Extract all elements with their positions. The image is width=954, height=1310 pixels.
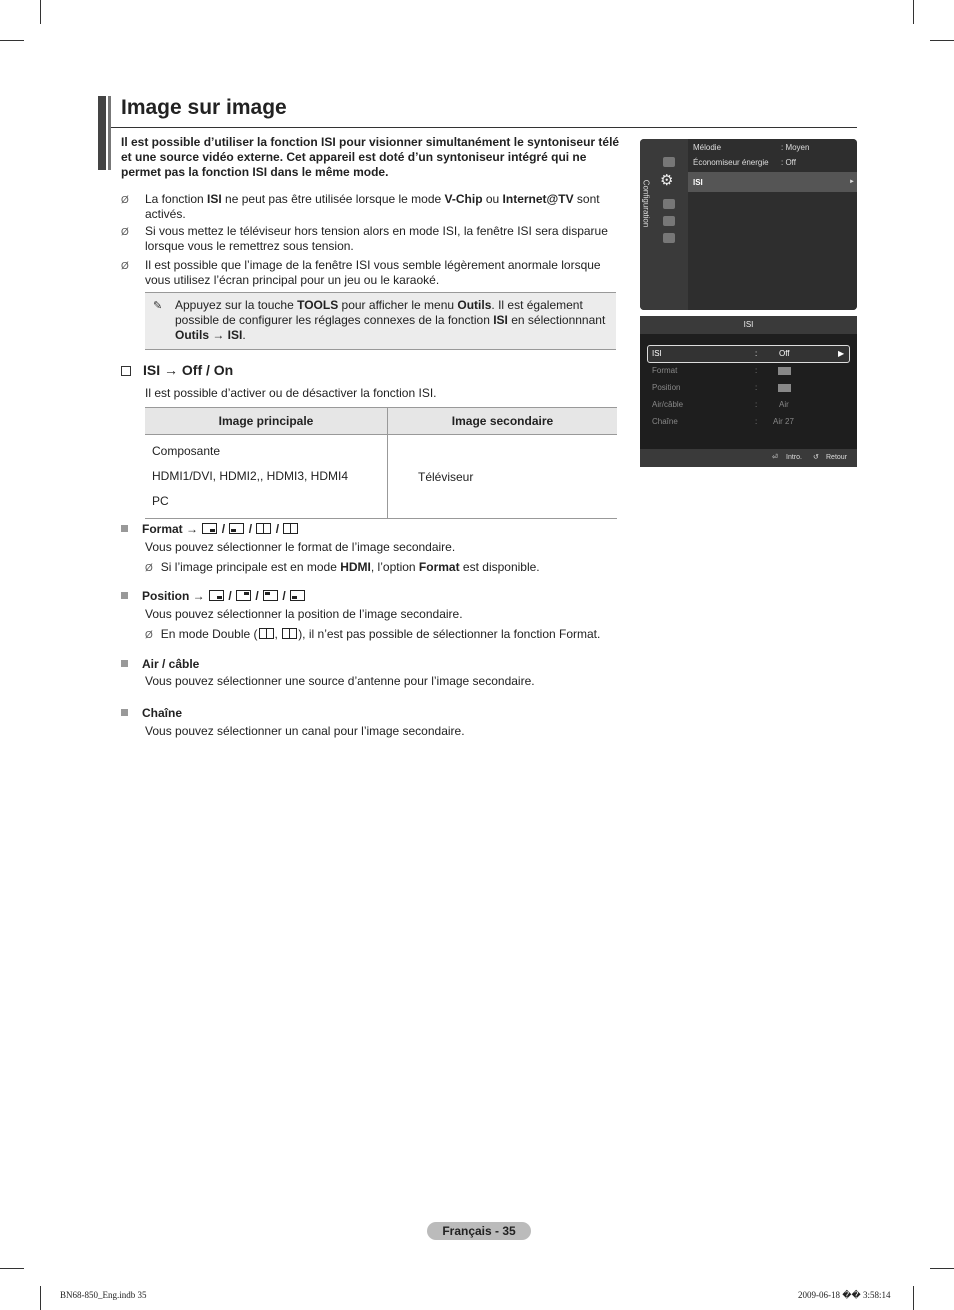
support-icon bbox=[663, 233, 675, 243]
table-header-secondary: Image secondaire bbox=[388, 408, 618, 435]
isi-menu-header: ISI bbox=[640, 316, 857, 334]
double-mode-icon-alt bbox=[282, 628, 297, 639]
picture-icon bbox=[663, 157, 675, 167]
format-icon-double bbox=[256, 523, 271, 534]
note-icon: Ø bbox=[121, 227, 129, 238]
isi-menu-screenshot: ISI ISI : Off ▶ Format : Position : Air/câble : Air Chaîne : Air 27 ⏎ Intro. ↺ Retour bbox=[640, 316, 857, 467]
main-source: HDMI1/DVI, HDMI2,, HDMI3, HDMI4 bbox=[152, 469, 349, 483]
title-divider bbox=[111, 127, 857, 128]
note-icon: Ø bbox=[145, 563, 153, 574]
source-table bbox=[145, 407, 617, 519]
return-icon: ↺ bbox=[813, 454, 819, 461]
note-item: Ø Si vous mettez le téléviseur hors tension alors en mode ISI, la fenêtre ISI sera disparue lorsque vous le remettrez sous tension. bbox=[121, 224, 608, 253]
setup-menu-screenshot bbox=[640, 139, 857, 310]
menu-selection-highlight bbox=[647, 345, 850, 363]
input-icon bbox=[663, 199, 675, 209]
enter-label: Intro. bbox=[786, 454, 802, 461]
isi-menu-label[interactable]: Air/câble bbox=[652, 400, 684, 409]
position-bottom-right-icon bbox=[209, 590, 224, 601]
double-mode-icon bbox=[259, 628, 274, 639]
page-title: Image sur image bbox=[121, 96, 287, 119]
bullet-icon bbox=[121, 525, 128, 532]
format-thumbnail-icon bbox=[778, 367, 791, 375]
channel-heading: Chaîne bbox=[121, 706, 182, 720]
title-accent-bar bbox=[108, 96, 111, 170]
bullet-icon bbox=[121, 592, 128, 599]
isi-menu-value: Air 27 bbox=[773, 417, 794, 426]
application-icon bbox=[663, 216, 675, 226]
table-row bbox=[145, 435, 617, 519]
secondary-source: Téléviseur bbox=[388, 435, 618, 519]
page-number: Français - 35 bbox=[427, 1222, 531, 1240]
note-icon: Ø bbox=[145, 630, 153, 641]
isi-menu-value: Off bbox=[779, 349, 790, 358]
position-thumbnail-icon bbox=[778, 384, 791, 392]
isi-description: Il est possible d’activer ou de désactiver la fonction ISI. bbox=[145, 386, 437, 400]
menu-list bbox=[688, 139, 857, 310]
title-accent-bar bbox=[98, 96, 106, 170]
position-bottom-left-icon bbox=[290, 590, 305, 601]
format-heading: Format → / / / bbox=[121, 522, 299, 536]
format-description: Vous pouvez sélectionner le format de l’image secondaire. bbox=[145, 540, 456, 554]
isi-menu-label[interactable]: Format bbox=[652, 366, 678, 375]
menu-item-value: : Off bbox=[781, 158, 796, 167]
menu-sidebar bbox=[640, 139, 688, 310]
isi-menu-label[interactable]: ISI bbox=[652, 349, 662, 358]
main-source: Composante bbox=[152, 444, 221, 458]
isi-menu-value: Air bbox=[779, 400, 789, 409]
isi-menu-label[interactable]: Position bbox=[652, 383, 681, 392]
note-item: Ø La fonction ISI ne peut pas être utilisée lorsque le mode V-Chip ou Internet@TV sont activés. bbox=[121, 192, 600, 221]
position-description: Vous pouvez sélectionner la position de l’image secondaire. bbox=[145, 607, 463, 621]
menu-item-label[interactable]: Économiseur énergie bbox=[693, 158, 769, 167]
isi-menu-footer bbox=[640, 449, 857, 467]
note-icon: Ø bbox=[121, 195, 129, 206]
table-header-main: Image principale bbox=[145, 408, 388, 435]
tools-icon: ✎ bbox=[153, 300, 163, 312]
menu-item-label[interactable]: Mélodie bbox=[693, 143, 722, 152]
menu-item-label[interactable]: ISI bbox=[693, 178, 703, 187]
note-icon: Ø bbox=[121, 261, 129, 272]
arrow-right-icon: ▶ bbox=[838, 349, 845, 358]
format-icon-small-alt bbox=[229, 523, 244, 534]
tools-tip-box: ✎ Appuyez sur la touche TOOLS pour afficher le menu Outils. Il est également possible de configurer les réglages connexes de la fonction ISI en sélectionnnant Outils → ISI. bbox=[145, 292, 616, 350]
footer-timestamp: 2009-06-18 �� 3:58:14 bbox=[798, 1290, 891, 1300]
gear-icon: ⚙ bbox=[660, 172, 674, 189]
format-icon-double-alt bbox=[283, 523, 298, 534]
menu-item-value: : Moyen bbox=[781, 143, 810, 152]
isi-menu-label[interactable]: Chaîne bbox=[652, 417, 678, 426]
position-top-left-icon bbox=[263, 590, 278, 601]
isi-section-heading: ISI → Off / On bbox=[121, 362, 233, 378]
menu-category-label: Configuration bbox=[641, 179, 651, 228]
arrow-right-icon: ► bbox=[849, 179, 855, 185]
aircable-heading: Air / câble bbox=[121, 657, 199, 671]
footer-file-info: BN68-850_Eng.indb 35 bbox=[60, 1290, 147, 1300]
return-label: Retour bbox=[826, 454, 848, 461]
bullet-icon bbox=[121, 709, 128, 716]
position-note: Ø En mode Double ( , ), il n’est pas possible de sélectionner la fonction Format. bbox=[145, 627, 601, 641]
aircable-description: Vous pouvez sélectionner une source d’antenne pour l’image secondaire. bbox=[145, 674, 535, 688]
format-note: Ø Si l’image principale est en mode HDMI, l’option Format est disponible. bbox=[145, 560, 540, 574]
bullet-icon bbox=[121, 660, 128, 667]
menu-selection-highlight bbox=[688, 172, 857, 192]
checkbox-icon bbox=[121, 366, 131, 376]
position-top-right-icon bbox=[236, 590, 251, 601]
channel-description: Vous pouvez sélectionner un canal pour l’image secondaire. bbox=[145, 724, 465, 738]
enter-icon: ⏎ bbox=[772, 454, 778, 461]
format-icon-small bbox=[202, 523, 217, 534]
intro-paragraph: Il est possible d’utiliser la fonction ISI pour visionner simultanément le syntoniseur télé et une source vidéo externe. Cet appareil est doté d’un syntoniseur intégré qui ne permet pas la fonction ISI dans le même mode. bbox=[121, 135, 620, 179]
main-source: PC bbox=[152, 494, 169, 508]
position-heading: Position → / / / bbox=[121, 589, 306, 603]
note-item: Ø Il est possible que l’image de la fenêtre ISI vous semble légèrement anormale lorsque vous utilisez l’écran principal pour un jeu ou le karaoké. bbox=[121, 258, 601, 287]
